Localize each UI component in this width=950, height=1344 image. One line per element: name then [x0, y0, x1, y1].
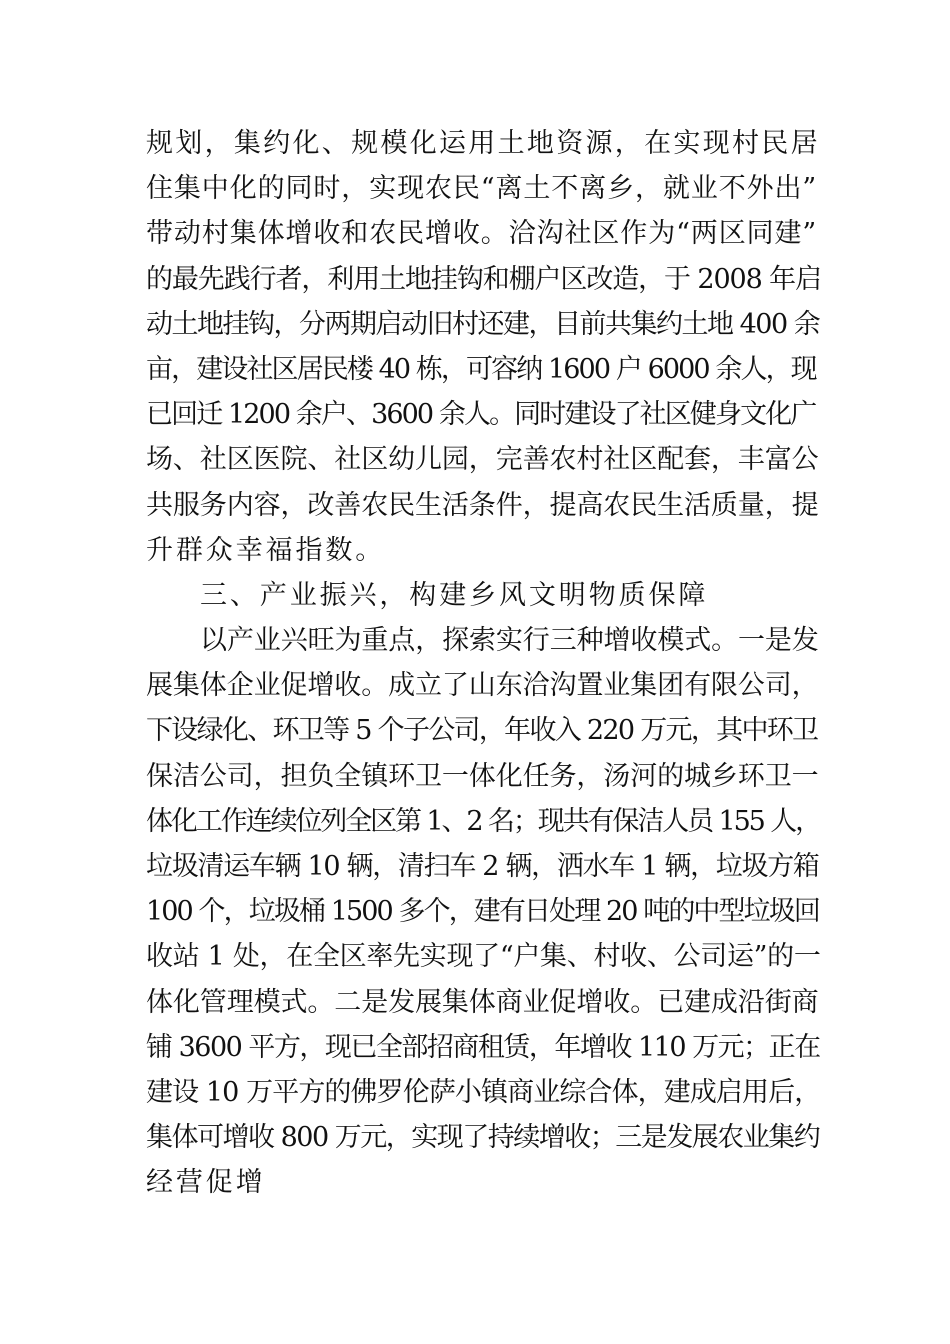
- text-line: 建设 10 万平方的佛罗伦萨小镇商业综合体，建成启用后，: [146, 1076, 821, 1108]
- section-heading: 三、产业振兴，构建乡风文明物质保障: [200, 579, 709, 611]
- text-line: 升群众幸福指数。: [146, 534, 386, 566]
- text-line: 展集体企业促增收。成立了山东洽沟置业集团有限公司，: [146, 670, 819, 702]
- text-line: 亩，建设社区居民楼 40 栋，可容纳 1600 户 6000 余人，现: [146, 353, 816, 385]
- text-line: 规划，集约化、规模化运用土地资源，在实现村民居: [146, 128, 820, 159]
- text-line: 场、社区医院、社区幼儿园，完善农村社区配套，丰富公: [146, 444, 819, 476]
- text-line: 经营促增: [146, 1167, 266, 1199]
- text-line: 垃圾清运车辆 10 辆，清扫车 2 辆，洒水车 1 辆，垃圾方箱: [146, 851, 819, 882]
- text-line: 铺 3600 平方，现已全部招商租赁，年增收 110 万元；正在: [146, 1031, 820, 1063]
- text-line: 住集中化的同时，实现农民“离土不离乡，就业不外出”: [146, 173, 818, 205]
- text-line: 保洁公司，担负全镇环卫一体化任务，汤河的城乡环卫一: [146, 760, 819, 792]
- text-line: 体化工作连续位列全区第 1、2 名；现共有保洁人员 155 人，: [146, 805, 821, 837]
- text-line: 动土地挂钩，分两期启动旧村还建，目前共集约土地 400 余: [146, 308, 820, 340]
- text-line: 100 个，垃圾桶 1500 多个，建有日处理 20 吨的中型垃圾回: [146, 896, 819, 928]
- body-text: [146, 121, 821, 1206]
- text-line: 下设绿化、环卫等 5 个子公司，年收入 220 万元，其中环卫: [146, 715, 818, 747]
- text-line: 体化管理模式。二是发展集体商业促增收。已建成沿街商: [146, 986, 819, 1018]
- text-line: 已回迁 1200 余户、3600 余人。同时建设了社区健身文化广: [146, 399, 816, 431]
- text-line: 集体可增收 800 万元，实现了持续增收；三是发展农业集约: [146, 1122, 820, 1154]
- paragraph-start-line: 以产业兴旺为重点，探索实行三种增收模式。一是发: [200, 625, 819, 657]
- text-line: 共服务内容，改善农民生活条件，提高农民生活质量，提: [146, 489, 819, 521]
- text-line: 带动村集体增收和农民增收。洽沟社区作为“两区同建”: [146, 218, 818, 250]
- text-line: 收站 1 处，在全区率先实现了“户集、村收、公司运”的一: [146, 941, 821, 973]
- text-line: 的最先践行者，利用土地挂钩和棚户区改造，于 2008 年启: [146, 263, 821, 295]
